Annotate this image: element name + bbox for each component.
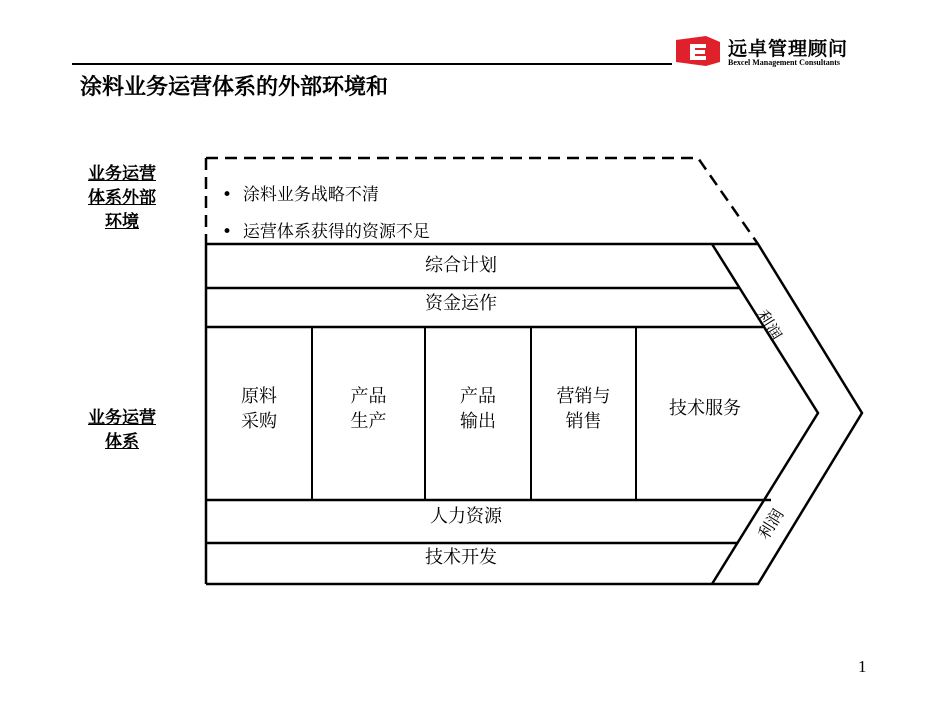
activity-line-1: 技术服务 [669,398,741,419]
external-label-line-2: 体系外部 [88,188,156,208]
primary-activity-procurement [206,384,312,434]
page-number: 1 [858,657,867,676]
activity-line-2: 销售 [565,411,602,432]
activity-line-2: 生产 [350,411,387,432]
support-activity-hr: 人力资源 [430,506,502,527]
support-activity-finance: 资金运作 [425,293,497,314]
support-activity-tech-dev: 技术开发 [425,547,497,568]
activity-line-1: 营销与 [556,386,611,407]
external-label-line-3: 环境 [105,212,139,232]
logo-chinese-name: 远卓管理顾问 [728,38,849,60]
primary-activity-outbound [425,384,531,434]
logo-english-name: Bexcel Management Consultants [728,58,840,67]
support-activity-planning: 综合计划 [425,255,497,276]
primary-activity-production [312,384,425,434]
external-bullet-item [222,180,379,205]
activity-line-1: 原料 [241,386,277,407]
primary-activity-technical-service [636,396,774,421]
bullet-dot-icon: • [222,222,243,242]
system-label-line-2: 体系 [105,432,139,452]
page-title: 涂料业务运营体系的外部环境和 [80,75,389,100]
activity-line-1: 产品 [350,386,387,407]
profit-label-bottom: 利润 [754,505,788,543]
external-bullet-text: 涂料业务战略不清 [242,185,379,205]
activity-line-2: 采购 [241,411,277,432]
external-bullet-text: 运营体系获得的资源不足 [242,222,430,242]
profit-label-top: 利润 [752,306,786,344]
activity-line-2: 输出 [460,411,496,432]
primary-activity-marketing-sales [531,384,636,434]
external-label-line-1: 业务运营 [88,164,156,184]
external-bullet-item [222,217,430,242]
system-label-line-1: 业务运营 [88,408,156,428]
activity-line-1: 产品 [460,386,496,407]
bullet-dot-icon: • [222,185,243,205]
